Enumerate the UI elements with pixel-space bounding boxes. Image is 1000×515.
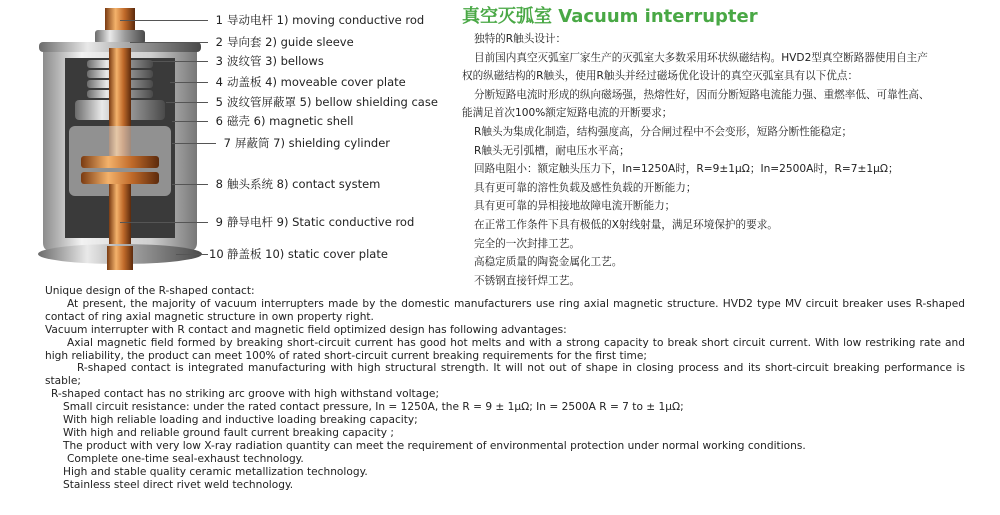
en-line: Complete one-time seal-exhaust technology. — [67, 452, 304, 465]
part-label-10: 10 静盖板 10) static cover plate — [209, 247, 388, 261]
cn-line: 能满足首次100%额定短路电流的开断要求； — [462, 107, 673, 120]
cn-line: 权的纵磁结构的R触头，使用R触头并经过磁场优化设计的真空灭弧室具有以下优点： — [462, 70, 859, 83]
part-label-9: 9 静导电杆 9) Static conductive rod — [215, 215, 415, 229]
page-title: 真空灭弧室 Vacuum interrupter — [462, 6, 758, 27]
en-line: R-shaped contact has no striking arc groove with high withstand voltage; — [51, 388, 440, 401]
en-line: With high and reliable ground fault current breaking capacity ; — [63, 426, 394, 439]
part-label-5: 5 波纹管屏蔽罩 5) bellow shielding case — [215, 95, 438, 109]
chinese-description — [462, 30, 982, 290]
part-label-8: 8 触头系统 8) contact system — [215, 177, 381, 191]
en-line: With high reliable loading and inductive loading breaking capacity; — [63, 414, 418, 427]
cn-line: 独特的R触头设计： — [474, 33, 567, 45]
cn-line: 在正常工作条件下具有极低的X射线射量，满足环境保护的要求。 — [474, 218, 778, 231]
english-description — [45, 285, 965, 492]
en-line: High and stable quality ceramic metallization technology. — [63, 465, 368, 478]
cn-line: 具有更可靠的异相接地故障电流开断能力； — [474, 200, 676, 213]
en-line: R-shaped contact is integrated manufacturing with high structural strength. It will not out of shape in closing process and its short-circuit breaking performance is stable; — [45, 362, 965, 388]
cn-line: 具有更可靠的溶性负载及感性负载的开断能力； — [474, 181, 697, 194]
en-line: The product with very low X-ray radiation quantity can meet the requirement of environmental protection under normal working conditions. — [63, 439, 806, 452]
en-line: Axial magnetic field formed by breaking short-circuit current has good hot melts and with a strong capacity to break short circuit current. With low restriking rate and high reliability, the product can meet 100% of rated short-circuit current breaking requirements for the first time; — [45, 336, 965, 362]
part-label-2: 2 导向套 2) guide sleeve — [215, 35, 354, 49]
vacuum-interrupter-illustration — [25, 8, 215, 270]
cn-line: 分断短路电流时形成的纵向磁场强，热熔性好，因而分断短路电流能力强、重燃率低、可靠性高、 — [474, 88, 930, 101]
cn-line: 不锈钢直接钎焊工艺。 — [474, 274, 580, 287]
cn-line: 完全的一次封排工艺。 — [474, 237, 580, 250]
en-line: Stainless steel direct rivet weld technology. — [63, 478, 294, 491]
cn-line: 高稳定质量的陶瓷金属化工艺。 — [474, 256, 623, 269]
en-line: Unique design of the R-shaped contact: — [45, 285, 255, 297]
part-label-4: 4 动盖板 4) moveable cover plate — [215, 75, 406, 89]
en-line: At present, the majority of vacuum interrupters made by the domestic manufacturers use ring axial magnetic structure. HVD2 type MV circuit breaker uses R-shaped contact of ring axial magnetic structure in own property right. — [45, 297, 965, 323]
part-label-3: 3 波纹管 3) bellows — [215, 54, 324, 68]
cn-line: R触头无引弧槽，耐电压水平高； — [474, 144, 630, 157]
en-line: Vacuum interrupter with R contact and magnetic field optimized design has following advantages: — [45, 323, 567, 336]
cn-line: 回路电阻小：额定触头压力下，In=1250A时，R=9±1μΩ；In=2500A时，R=7±1μΩ； — [474, 163, 899, 176]
part-label-1: 1 导动电杆 1) moving conductive rod — [215, 13, 425, 27]
part-label-6: 6 磁壳 6) magnetic shell — [215, 114, 354, 128]
en-line: Small circuit resistance: under the rated contact pressure, In = 1250A, the R = 9 ± 1μΩ; In = 2500A R = 7 to ± 1μΩ; — [63, 401, 684, 414]
part-label-7: 7 屏蔽筒 7) shielding cylinder — [223, 136, 391, 150]
cn-line: R触头为集成化制造，结构强度高，分合闸过程中不会变形，短路分断性能稳定； — [474, 125, 853, 138]
cn-line: 目前国内真空灭弧室厂家生产的灭弧室大多数采用环状纵磁结构。HVD2型真空断路器使用自主产 — [474, 51, 928, 64]
